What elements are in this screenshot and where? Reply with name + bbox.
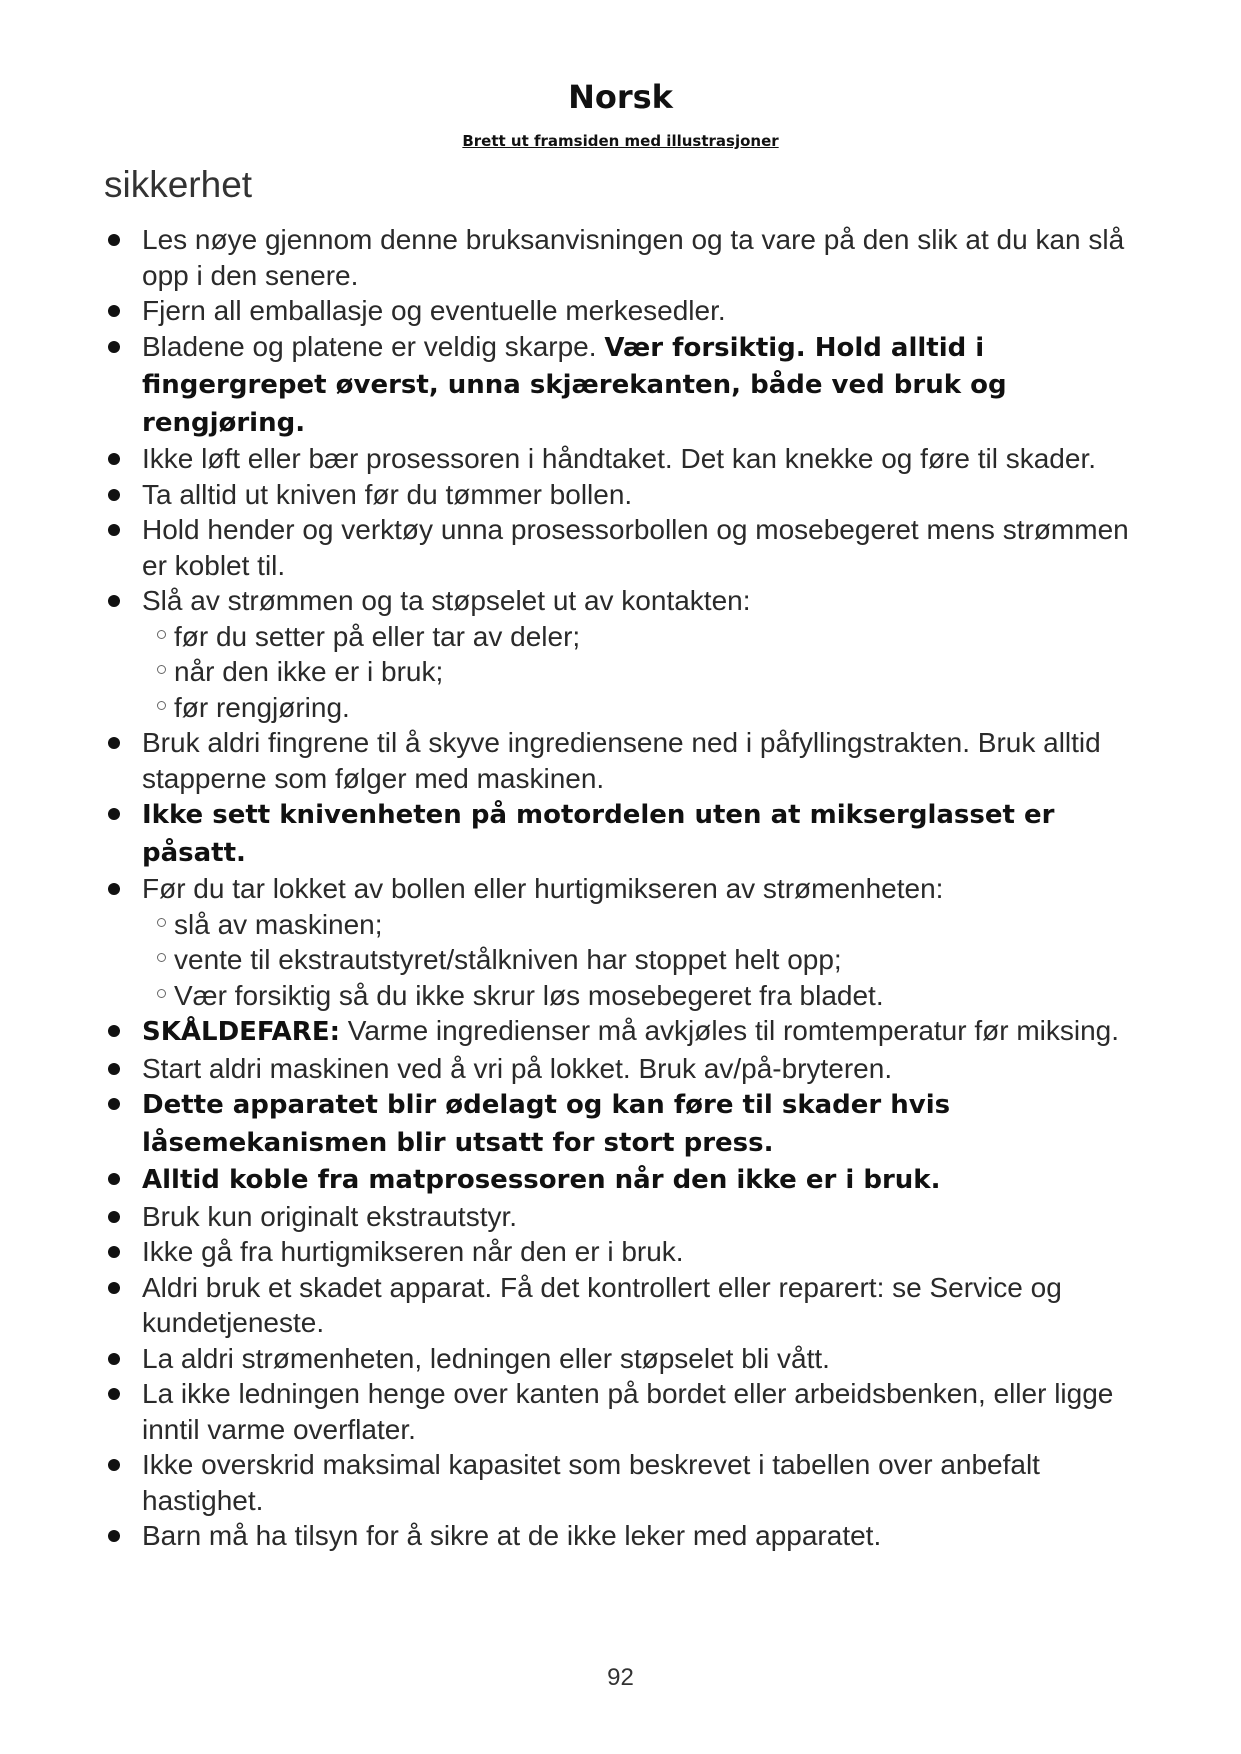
item-text: Ikke gå fra hurtigmikseren når den er i bruk.	[142, 1236, 684, 1267]
item-text: Varme ingredienser må avkjøles til romtemperatur før miksing.	[339, 1015, 1120, 1046]
list-item	[104, 1086, 1134, 1161]
sub-list-item	[104, 942, 1134, 978]
sub-item-text: før du setter på eller tar av deler;	[174, 620, 581, 652]
circle-bullet-icon	[157, 953, 166, 962]
list-item	[104, 512, 1134, 583]
item-text-bold: Dette apparatet blir ødelagt og kan føre til skader hvis låsemekanismen blir utsatt for stort press.	[142, 1090, 951, 1158]
item-text: Barn må ha tilsyn for å sikre at de ikke leker med apparatet.	[142, 1520, 882, 1551]
bullet-icon	[108, 524, 120, 536]
list-item	[104, 1518, 1134, 1554]
item-text-bold: Ikke sett knivenheten på motordelen uten at mikserglasset er påsatt.	[142, 800, 1055, 868]
bullet-icon	[108, 453, 120, 465]
list-item	[104, 222, 1134, 293]
item-text: Bruk aldri fingrene til å skyve ingrediensene ned i påfyllingstrakten. Bruk alltid stapperne som følger med maskinen.	[142, 727, 1101, 794]
list-item	[104, 293, 1134, 329]
sub-list-item	[104, 907, 1134, 943]
list-item	[104, 477, 1134, 513]
circle-bullet-icon	[157, 918, 166, 927]
item-text: Ikke løft eller bær prosessoren i håndtaket. Det kan knekke og føre til skader.	[142, 443, 1096, 474]
item-text: Før du tar lokket av bollen eller hurtigmikseren av strømenheten:	[142, 873, 944, 904]
circle-bullet-icon	[157, 989, 166, 998]
bullet-icon	[108, 341, 120, 353]
item-text: Ta alltid ut kniven før du tømmer bollen.	[142, 478, 633, 510]
sub-item-text: Vær forsiktig så du ikke skrur løs mosebegeret fra bladet.	[174, 979, 884, 1011]
circle-bullet-icon	[157, 665, 166, 674]
list-item	[104, 441, 1134, 477]
item-text: Fjern all emballasje og eventuelle merkesedler.	[142, 295, 726, 326]
sub-list-item	[104, 654, 1134, 690]
item-text-bold: SKÅLDEFARE:	[142, 1017, 340, 1047]
sub-list-item	[104, 690, 1134, 726]
item-text-bold: Alltid koble fra matprosessoren når den ikke er i bruk.	[142, 1165, 941, 1195]
bullet-icon	[108, 1246, 120, 1258]
list-item	[104, 796, 1134, 871]
item-text: Les nøye gjennom denne bruksanvisningen og ta vare på den slik at du kan slå opp i den senere.	[142, 224, 1125, 291]
bullet-icon	[108, 595, 120, 607]
bullet-icon	[108, 1353, 120, 1365]
list-item	[104, 1376, 1134, 1447]
list-item	[104, 583, 1134, 619]
list-item	[104, 1161, 1134, 1199]
bullet-icon	[108, 1063, 120, 1075]
list-item	[104, 1234, 1134, 1270]
bullet-icon	[108, 1211, 120, 1223]
section-heading: sikkerhet	[104, 164, 253, 205]
item-text: Ikke overskrid maksimal kapasitet som beskrevet i tabellen over anbefalt hastighet.	[142, 1449, 1040, 1516]
bullet-icon	[108, 1459, 120, 1471]
item-text: Bladene og platene er veldig skarpe.	[142, 330, 605, 362]
bullet-icon	[108, 1098, 120, 1110]
bullet-icon	[108, 1173, 120, 1185]
list-item	[104, 1447, 1134, 1518]
bullet-icon	[108, 737, 120, 749]
circle-bullet-icon	[157, 630, 166, 639]
list-item	[104, 725, 1134, 796]
bullet-icon	[108, 1282, 120, 1294]
sub-item-text: vente til ekstrautstyret/stålkniven har stoppet helt opp;	[174, 944, 842, 975]
bullet-icon	[108, 1530, 120, 1542]
bullet-icon	[108, 489, 120, 501]
bullet-icon	[108, 1388, 120, 1400]
safety-list	[104, 222, 1134, 1554]
item-text-bold: Vær forsiktig. Hold alltid i fingergrepet øverst, unna skjærekanten, både ved bruk og rengjøring.	[142, 332, 1007, 438]
bullet-icon	[108, 234, 120, 246]
item-text: Bruk kun originalt ekstrautstyr.	[142, 1200, 518, 1232]
item-text: Aldri bruk et skadet apparat. Få det kontrollert eller reparert: se Service og kundetjeneste.	[142, 1271, 1062, 1338]
bullet-icon	[108, 883, 120, 895]
item-text: La ikke ledningen henge over kanten på bordet eller arbeidsbenken, eller ligge inntil varme overflater.	[142, 1378, 1114, 1445]
item-text: Start aldri maskinen ved å vri på lokket. Bruk av/på-bryteren.	[142, 1052, 893, 1084]
sub-item-text: før rengjøring.	[174, 691, 350, 723]
list-item	[104, 1051, 1134, 1087]
list-item	[104, 871, 1134, 907]
page-subtitle: Brett ut framsiden med illustrasjoner	[462, 132, 779, 150]
sub-item-text: når den ikke er i bruk;	[174, 656, 444, 687]
item-text: La aldri strømenheten, ledningen eller støpselet bli vått.	[142, 1342, 830, 1374]
sub-list-item	[104, 978, 1134, 1014]
list-item	[104, 1199, 1134, 1235]
list-item	[104, 1270, 1134, 1341]
item-text: Slå av strømmen og ta støpselet ut av kontakten:	[142, 585, 751, 616]
page-title: Norsk	[568, 78, 673, 116]
item-text: Hold hender og verktøy unna prosessorbollen og mosebegeret mens strømmen er koblet til.	[142, 514, 1129, 581]
list-item	[104, 1341, 1134, 1377]
sub-list-item	[104, 619, 1134, 655]
page-number: 92	[607, 1664, 634, 1691]
list-item	[104, 1013, 1134, 1051]
sub-item-text: slå av maskinen;	[174, 908, 383, 940]
list-item	[104, 329, 1134, 442]
bullet-icon	[108, 808, 120, 820]
bullet-icon	[108, 305, 120, 317]
bullet-icon	[108, 1025, 120, 1037]
circle-bullet-icon	[157, 701, 166, 710]
